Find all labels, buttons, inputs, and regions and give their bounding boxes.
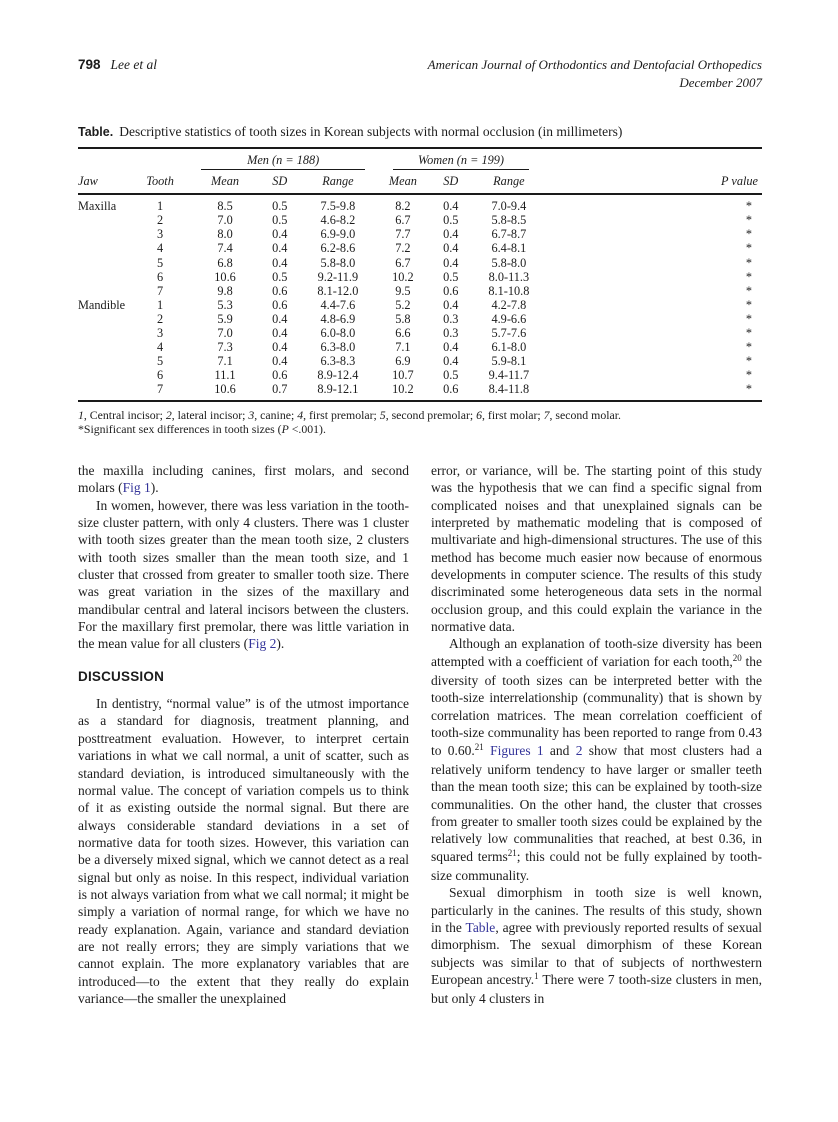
table-row (78, 270, 762, 284)
table-cell: 7 (157, 283, 164, 298)
table-cell: 8.0-11.3 (488, 269, 530, 284)
table-cell: 8.2 (395, 199, 411, 214)
table-cell: 1 (157, 199, 164, 214)
table-caption-text: Descriptive statistics of tooth sizes in Korean subjects with normal occlusion (in millimeters) (119, 124, 623, 139)
text-segment: P (281, 422, 289, 436)
table-cell: 0.4 (443, 354, 459, 369)
text-segment: ). (150, 480, 159, 496)
table-cell: * (745, 382, 752, 397)
table-cell: 0.4 (443, 340, 459, 355)
right-column (431, 462, 762, 1008)
left-column (78, 462, 409, 1008)
table-footnotes (78, 408, 762, 437)
table-row (78, 368, 762, 382)
table-cell: 2 (157, 213, 164, 228)
discussion-heading: DISCUSSION (78, 668, 165, 684)
table-cell: 3 (157, 326, 164, 341)
table-cell: 10.2 (392, 269, 414, 284)
text-segment: and (543, 742, 576, 758)
column-header-tooth-1: Tooth (146, 174, 174, 189)
table-cell: 0.5 (272, 269, 288, 284)
table-cell: 8.1-12.0 (317, 283, 359, 298)
table-cell (78, 354, 133, 368)
table-section (78, 124, 762, 437)
table-cell: 7 (157, 382, 164, 397)
table-cell: 6.0-8.0 (320, 326, 356, 341)
table-cell: 0.5 (272, 213, 288, 228)
text-segment: , first premolar; (303, 407, 380, 422)
table-cell: 0.4 (272, 241, 288, 256)
table-cell: 0.4 (272, 227, 288, 242)
table-cell: 8.9-12.1 (317, 382, 359, 397)
text-segment: 1 (534, 971, 539, 982)
journal-date: December 2007 (679, 74, 762, 90)
table-cell: 0.4 (443, 241, 459, 256)
table-cell: 8.5 (217, 199, 233, 214)
table-cell: 8.1-10.8 (488, 283, 530, 298)
table-row (78, 312, 762, 326)
table-cell: 10.2 (392, 382, 414, 397)
text-segment: 3 (248, 407, 255, 422)
text-segment: <.001). (288, 422, 326, 436)
page-header (78, 56, 762, 91)
table-cell: 0.6 (272, 368, 288, 383)
table-cell: Mandible (78, 297, 126, 312)
column-header-range-4: Range (322, 174, 354, 189)
table-cell: 8.4-11.8 (488, 382, 530, 397)
table-cell: * (745, 199, 752, 214)
table-cell: 0.3 (443, 311, 459, 326)
table-cell: 5.8 (395, 311, 411, 326)
table-cell: 7.7 (395, 227, 411, 242)
table-cell: 6.6 (395, 326, 411, 341)
table-cell (78, 326, 133, 340)
table-cell: 5.9-8.1 (491, 354, 527, 369)
page-number: 798 (78, 57, 101, 72)
table-cell: 7.1 (395, 340, 411, 355)
table-cell: * (745, 354, 752, 369)
paragraph (78, 462, 409, 497)
table-cell: 6.7 (395, 255, 411, 270)
column-header-mean-2: Mean (211, 174, 240, 189)
table-cell: 6.1-8.0 (491, 340, 527, 355)
table-cell: Maxilla (78, 199, 117, 214)
paragraph (431, 462, 762, 635)
column-header-sd-6: SD (443, 174, 459, 189)
table-cell: 0.6 (443, 382, 459, 397)
text-segment: 4 (297, 407, 304, 422)
table-cell: 3 (157, 227, 164, 242)
table-cell: 6 (157, 368, 164, 383)
table-cell: 1 (157, 297, 164, 312)
text-segment: In women, however, there was less variation in the tooth-size cluster pattern, with only 4 clusters. There was 1 cluster with tooth sizes greater than the mean tooth size, 2 clusters with tooth sizes smaller than the mean tooth size, and 1 cluster that crossed from greater to smaller tooth size. There was great variation in the sizes of the maxillary and mandibular central and lateral incisors between the clusters. For the maxillary first premolar, there was little variation in the mean value for all clusters ( (78, 497, 409, 652)
table-cell: 6.9-9.0 (320, 227, 356, 242)
table-cell: * (745, 311, 752, 326)
table-cell: 5 (157, 354, 164, 369)
table-cell: 0.4 (272, 311, 288, 326)
table-cell (78, 270, 133, 284)
text-segment: , agree with previously reported results of sexual dimorphism. The sexual dimorphism of these Korean subjects was similar to that of subjects of northwestern European ancestry. (431, 919, 763, 987)
table-cell: 4.4-7.6 (320, 297, 356, 312)
table-cell: 8.0 (217, 227, 233, 242)
table-cell: * (745, 368, 752, 383)
table-cell: * (745, 227, 752, 242)
table-cell: 5.8-8.0 (491, 255, 527, 270)
table-cell: 0.4 (272, 255, 288, 270)
table-cell: 9.2-11.9 (317, 269, 359, 284)
table-row (78, 326, 762, 340)
column-header-range-7: Range (493, 174, 525, 189)
table-cell: 7.4 (217, 241, 233, 256)
table-cell: * (745, 255, 752, 270)
column-header-p-value-8: P value (721, 174, 758, 189)
text-segment: , first molar; (482, 407, 544, 422)
text-segment: the diversity of tooth sizes can be interpreted better with the tooth-size interrelationship (communality) that is shown by correlation matrices. The mean correlation coefficient of tooth-size communality has been reported to range from 0.43 to 0.60. (431, 653, 762, 758)
table-group-header-row (78, 148, 762, 170)
table-cell: 0.4 (272, 326, 288, 341)
table-row (78, 227, 762, 241)
table-cell: 9.4-11.7 (488, 368, 530, 383)
text-segment: There were 7 tooth-size clusters in men, but only 4 clusters in (431, 971, 762, 1007)
table-cell: 0.4 (272, 354, 288, 369)
table-cell: 7.1 (217, 354, 233, 369)
table-cell: 9.5 (395, 283, 411, 298)
text-segment: 7 (543, 407, 550, 422)
table-cell: 7.0 (217, 213, 233, 228)
table-cell: 0.5 (443, 368, 459, 383)
table-cell (78, 284, 133, 298)
table-cell: * (745, 283, 752, 298)
paragraph (431, 635, 762, 884)
table-cell: 5.8-8.0 (320, 255, 356, 270)
table-cell: 11.1 (214, 368, 236, 383)
text-segment: , Central incisor; (83, 407, 166, 422)
table-row (78, 194, 762, 213)
text-segment: In dentistry, “normal value” is of the utmost importance as a standard for diagnosis, treatment planning, and posttreatment evaluation. However, to interpret certain variations in what we call normal, a unit of scatter, such as standard deviation, is introduced simultaneously with the normal value. The concept of variation compels us to think of it as existing outside the normal signal. But there are always considerable standard deviations in a set of normative data for tooth sizes. However, this variation can be a diversely mixed signal, which we cannot detect as a real signal but only as noise. In this respect, individual variation is not always variation from what we call normal; it might be simply a variation of normal range, for which we have no ready explanation. Again, variance and standard deviation are not really errors; they are simply variations that we cannot explain. The more explanatory variables that are introduced—to the extent that they really do explain variance—the smaller the unexplained (78, 696, 409, 1006)
table-cell: * (745, 241, 752, 256)
table-cell: * (745, 326, 752, 341)
table-cell: 4.6-8.2 (320, 213, 356, 228)
table-cell: 6.4-8.1 (491, 241, 527, 256)
table-row (78, 382, 762, 400)
table-cell: 5.7-7.6 (491, 326, 527, 341)
table-cell: 10.7 (392, 368, 414, 383)
table-row (78, 340, 762, 354)
table-cell: 5.2 (395, 297, 411, 312)
table-cell (78, 340, 133, 354)
table-cell: 0.6 (272, 297, 288, 312)
table-body (78, 194, 762, 400)
table-cell: 5.8-8.5 (491, 213, 527, 228)
table-cell: 0.4 (272, 340, 288, 355)
table-row (78, 213, 762, 227)
table-cell: 4.9-6.6 (491, 311, 527, 326)
text-segment: , canine; (254, 407, 298, 422)
table-cell: 6.7 (395, 213, 411, 228)
table-cell (78, 227, 133, 241)
paragraph (78, 497, 409, 653)
text-segment: 20 (732, 653, 742, 664)
column-header-mean-5: Mean (388, 174, 417, 189)
table-cell: 6 (157, 269, 164, 284)
stats-table (78, 147, 762, 402)
table-row (78, 241, 762, 255)
paragraph (431, 884, 762, 1007)
table-row (78, 354, 762, 368)
table-cell: 7.5-9.8 (320, 199, 356, 214)
text-segment: show that most clusters had a relatively uniform tendency to have larger or smaller teeth than the mean tooth size; this can be explained by tooth-size communalities. On the other hand, the cluster that crosses from greater to smaller tooth sizes could be explained by the relatively low communalities that reached, at best 0.36, in squared terms (431, 742, 762, 864)
group-header-men: Men (n = 188) (187, 148, 379, 170)
table-cell: 5 (157, 255, 164, 270)
text-segment: 21 (507, 848, 517, 859)
table-cell: * (745, 297, 752, 312)
table-cell (78, 368, 133, 382)
table-caption-label: Table. (78, 125, 114, 139)
text-segment: , second premolar; (385, 407, 477, 422)
table-cell: * (745, 269, 752, 284)
table-cell: 0.6 (272, 283, 288, 298)
table-cell: 5.9 (217, 311, 233, 326)
table-cell: 10.6 (214, 382, 236, 397)
figure-2-link[interactable]: 2 (575, 742, 583, 758)
table-cell: 7.2 (395, 241, 411, 256)
authors: Lee et al (110, 57, 158, 72)
footnote-key (78, 408, 762, 423)
table-cell: 9.8 (217, 283, 233, 298)
table-cell: 2 (157, 311, 164, 326)
table-cell: 0.4 (443, 297, 459, 312)
table-cell: 0.5 (443, 269, 459, 284)
table-cell: 0.7 (272, 382, 288, 397)
text-segment: Sexual dimorphism in tooth size is well known, particularly in the canines. The results of this study, shown in the (431, 885, 762, 935)
table-link[interactable]: Table (465, 919, 496, 935)
table-cell: * (745, 213, 752, 228)
table-cell: 6.3-8.3 (320, 354, 356, 369)
table-cell: 6.3-8.0 (320, 340, 356, 355)
text-segment: , lateral incisor; (171, 407, 249, 422)
table-cell: 7.0 (217, 326, 233, 341)
table-cell: 6.7-8.7 (491, 227, 527, 242)
table-cell: 4 (157, 340, 164, 355)
text-segment: , second molar. (549, 407, 621, 422)
table-cell: 4.2-7.8 (491, 297, 527, 312)
text-segment: 6 (476, 407, 483, 422)
group-header-women: Women (n = 199) (379, 148, 543, 170)
text-segment: 1 (78, 407, 84, 422)
table-cell (78, 241, 133, 255)
text-segment: 5 (379, 407, 386, 422)
figures-1-link[interactable]: Figures 1 (490, 742, 544, 758)
table-cell: 7.3 (217, 340, 233, 355)
table-cell (78, 256, 133, 270)
table-cell: 0.3 (443, 326, 459, 341)
table-caption (78, 124, 762, 140)
table-cell: 0.5 (443, 213, 459, 228)
text-segment: *Significant sex differences in tooth sizes ( (78, 422, 282, 436)
column-header-sd-3: SD (272, 174, 288, 189)
text-segment: Although an explanation of tooth-size diversity has been attempted with a coefficient of variation for each tooth, (431, 636, 762, 669)
table-column-header-row (78, 170, 762, 194)
table-cell: 10.6 (214, 269, 236, 284)
column-header-jaw-0: Jaw (78, 174, 98, 189)
footnote-significance (78, 422, 762, 437)
text-segment: error, or variance, will be. The starting point of this study was the hypothesis that we can find a specific signal from complicated noises and that unexplained signals can be interpreted by mathematic modeling that is composed of multivariate and high-dimensional structures. The use of this method has become much easier now because of enormous developments in computer science. The results of this study discriminated some heterogeneous data sets in the normal occlusion group, and this could explain the variance in the normative data. (431, 463, 762, 635)
text-segment: 2 (165, 407, 172, 422)
text-segment: ). (276, 636, 285, 652)
table-row (78, 298, 762, 312)
table-cell: 6.8 (217, 255, 233, 270)
text-segment: the maxilla including canines, first molars, and second molars ( (78, 463, 409, 496)
text-segment: 21 (474, 742, 484, 752)
article-body (78, 462, 762, 1008)
table-cell (78, 312, 133, 326)
page-header-left (78, 56, 157, 73)
table-cell: 4 (157, 241, 164, 256)
table-cell: 5.3 (217, 297, 233, 312)
table-cell: 0.4 (443, 227, 459, 242)
table-cell (78, 213, 133, 227)
table-cell: 0.6 (443, 283, 459, 298)
table-row (78, 284, 762, 298)
table-cell: 8.9-12.4 (317, 368, 359, 383)
journal-title: American Journal of Orthodontics and Dentofacial Orthopedics (427, 57, 762, 72)
table-cell: 6.2-8.6 (320, 241, 356, 256)
table-cell: 7.0-9.4 (491, 199, 527, 214)
table-cell (78, 382, 133, 400)
paragraph (78, 695, 409, 1007)
fig-2-link[interactable]: Fig 2 (248, 636, 277, 652)
fig-1-link[interactable]: Fig 1 (122, 480, 151, 496)
table-cell: 6.9 (395, 354, 411, 369)
table-cell: 0.4 (443, 199, 459, 214)
table-cell: 4.8-6.9 (320, 311, 356, 326)
table-row (78, 256, 762, 270)
table-cell: 0.5 (272, 199, 288, 214)
table-cell: 0.4 (443, 255, 459, 270)
table-cell: * (745, 340, 752, 355)
page-header-right (428, 56, 762, 91)
text-segment: ; this could not be fully explained by tooth-size communality. (431, 848, 762, 883)
